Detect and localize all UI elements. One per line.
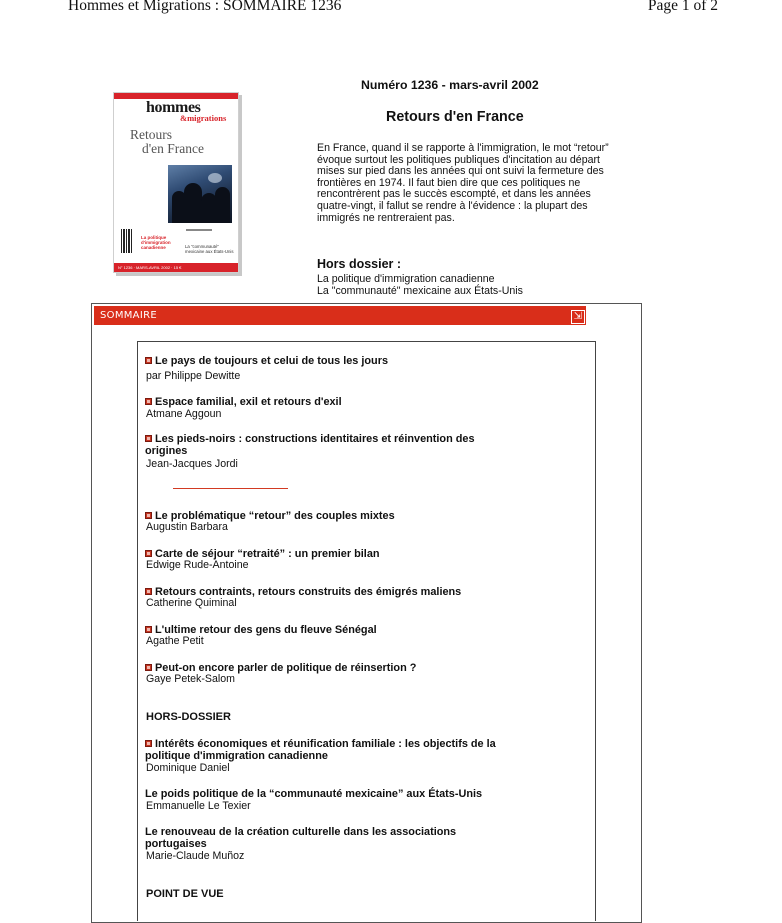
article-author: Augustin Barbara (146, 521, 228, 533)
red-bullet-icon (145, 664, 152, 671)
print-header-title: Hommes et Migrations : SOMMAIRE 1236 (68, 0, 342, 14)
print-header-page-number: Page 1 of 2 (647, 0, 718, 14)
red-bullet-icon (145, 626, 152, 633)
cover-red-text: La politique d'immigration canadienne (141, 235, 171, 250)
cover-photo-sky-light (208, 173, 222, 183)
red-bullet-icon (145, 550, 152, 557)
article-author: Jean-Jacques Jordi (146, 458, 238, 470)
cover-photo-figure (215, 187, 230, 223)
cover-title-line2: d'en France (142, 141, 205, 156)
sommaire-banner (94, 306, 586, 325)
red-bullet-icon (145, 588, 152, 595)
article-title[interactable] (145, 788, 482, 800)
cover-logo-main: hommes (146, 99, 201, 116)
article-author: Edwige Rude-Antoine (146, 559, 249, 571)
hors-dossier-line: La politique d'immigration canadienne (317, 273, 495, 285)
article-title-text: Intérêts économiques et réunification familiale : les objectifs de la politique d'immigration canadienne (145, 738, 496, 763)
article-title-text: Espace familial, exil et retours d'exil (155, 396, 342, 408)
collapse-arrow-icon[interactable]: ⇲ (571, 310, 585, 324)
section-heading-hors-dossier: HORS-DOSSIER (146, 711, 231, 723)
cover-barcode (121, 229, 132, 253)
cover-title-line1: Retours (130, 127, 172, 142)
cover-dark-text: La "communauté" mexicaine aux États-Unis (185, 244, 234, 255)
article-title[interactable] (145, 396, 342, 408)
article-author: Atmane Aggoun (146, 408, 222, 420)
intro-paragraph: En France, quand il se rapporte à l'immigration, le mot “retour” évoque surtout les politiques publiques d'incitation au départ mises sur pied dans les années qui ont suivi la fermeture des frontières en 1974. Il faut bien dire que ces politiques ne rencontrèrent pas le succès escompté, et dans les années quatre-vingt, il fallut se rendre à l'évidence : la plupart des immigrés ne rentreraient pas. (317, 142, 609, 224)
article-author: Gaye Petek-Salom (146, 673, 235, 685)
cover-photo-figure (184, 183, 202, 223)
hors-dossier-line: La "communauté" mexicaine aux États-Unis (317, 285, 523, 297)
red-bullet-icon (145, 435, 152, 442)
article-author: Marie-Claude Muñoz (146, 850, 245, 862)
article-title-text: Le problématique “retour” des couples mixtes (155, 510, 395, 522)
article-title-text: L'ultime retour des gens du fleuve Sénégal (155, 624, 377, 636)
cover-photo (168, 165, 232, 223)
red-bullet-icon (145, 512, 152, 519)
article-title[interactable] (145, 738, 515, 763)
article-title[interactable] (145, 355, 388, 367)
article-title-text: Les pieds-noirs : constructions identitaires et réinvention des origines (145, 433, 475, 458)
red-bullet-icon (145, 357, 152, 364)
red-bullet-icon (145, 398, 152, 405)
cover-divider (186, 229, 212, 231)
article-title[interactable] (145, 433, 515, 458)
article-title-text: Carte de séjour “retraité” : un premier bilan (155, 548, 380, 560)
red-bullet-icon (145, 740, 152, 747)
article-author: Catherine Quiminal (146, 597, 237, 609)
hors-dossier-title: Hors dossier : (317, 257, 402, 271)
sommaire-banner-label: SOMMAIRE (100, 310, 157, 321)
cover-logo-sub: &migrations (180, 113, 227, 123)
article-title[interactable] (145, 826, 515, 851)
article-title-text: Le pays de toujours et celui de tous les jours (155, 355, 388, 367)
article-title-text: Le renouveau de la création culturelle dans les associations portugaises (145, 826, 457, 851)
article-author: Agathe Petit (146, 635, 204, 647)
article-title-text: Retours contraints, retours construits des émigrés maliens (155, 586, 462, 598)
article-author: par Philippe Dewitte (146, 370, 241, 382)
magazine-cover-image (113, 92, 239, 273)
feature-title: Retours d'en France (386, 109, 524, 125)
article-title-text: Le poids politique de la “communauté mexicaine” aux États-Unis (145, 788, 483, 800)
article-author: Dominique Daniel (146, 762, 230, 774)
section-heading-point-de-vue: POINT DE VUE (146, 888, 224, 900)
section-divider (173, 488, 288, 489)
cover-footer: N° 1236 · MARS-AVRIL 2002 · 15 € (114, 263, 238, 272)
article-title-text: Peut-on encore parler de politique de réinsertion ? (155, 662, 417, 674)
article-author: Emmanuelle Le Texier (146, 800, 251, 812)
issue-number: Numéro 1236 - mars-avril 2002 (361, 78, 539, 92)
